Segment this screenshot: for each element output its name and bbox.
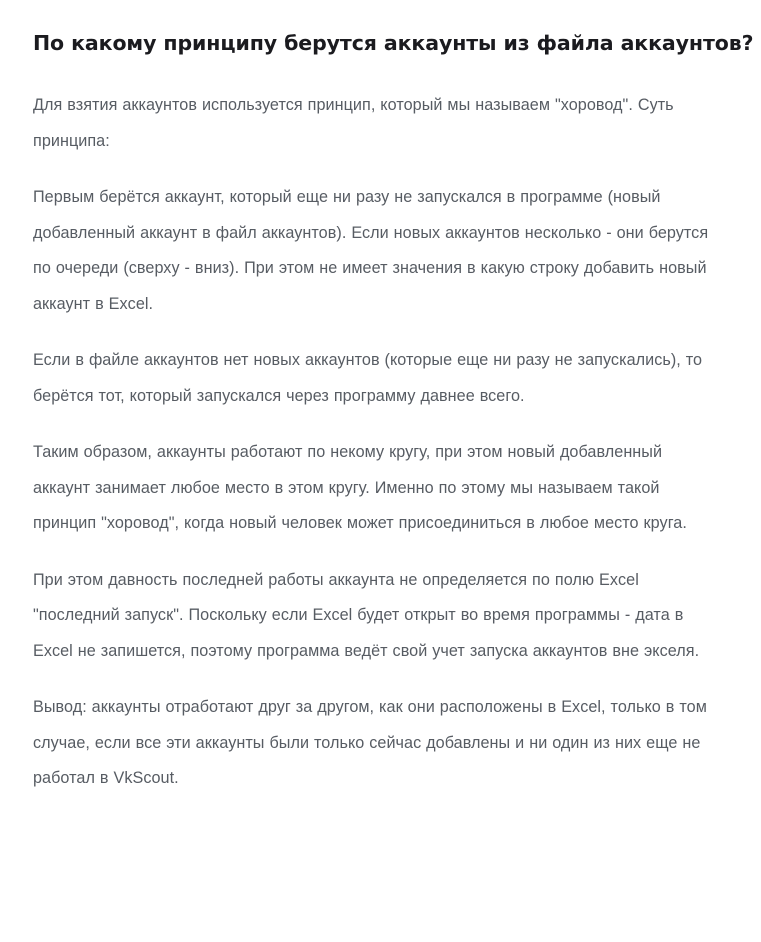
paragraph: При этом давность последней работы аккаунта не определяется по полю Excel "последний запуск". Поскольку если Excel будет открыт во время программы - дата в Excel не запишется, поэтому программа ведёт свой учет запуска аккаунтов вне экселя. [33,570,700,660]
page-title: По какому принципу берутся аккаунты из файла аккаунтов? [33,31,754,55]
paragraph: Вывод: аккаунты отработают друг за другом, как они расположены в Excel, только в том случае, если все эти аккаунты были только сейчас добавлены и ни один из них еще не работал в VkScout. [33,698,707,787]
paragraph: Таким образом, аккаунты работают по некому кругу, при этом новый добавленный аккаунт занимает любое место в этом кругу. Именно по этому мы называем такой принцип "хоровод", когда новый человек может присоединиться в любое место круга. [33,443,687,532]
article-body [33,88,728,797]
paragraph: Первым берётся аккаунт, который еще ни разу не запускался в программе (новый добавленный аккаунт в файл аккаунтов). Если новых аккаунтов несколько - они берутся по очереди (сверху - вниз). При этом не имеет значения в какую строку добавить новый аккаунт в Excel. [33,188,709,313]
paragraph: Для взятия аккаунтов используется принцип, который мы называем "хоровод". Суть принципа: [33,96,674,150]
paragraph: Если в файле аккаунтов нет новых аккаунтов (которые еще ни разу не запускались), то берётся тот, который запускался через программу давнее всего. [33,351,703,405]
